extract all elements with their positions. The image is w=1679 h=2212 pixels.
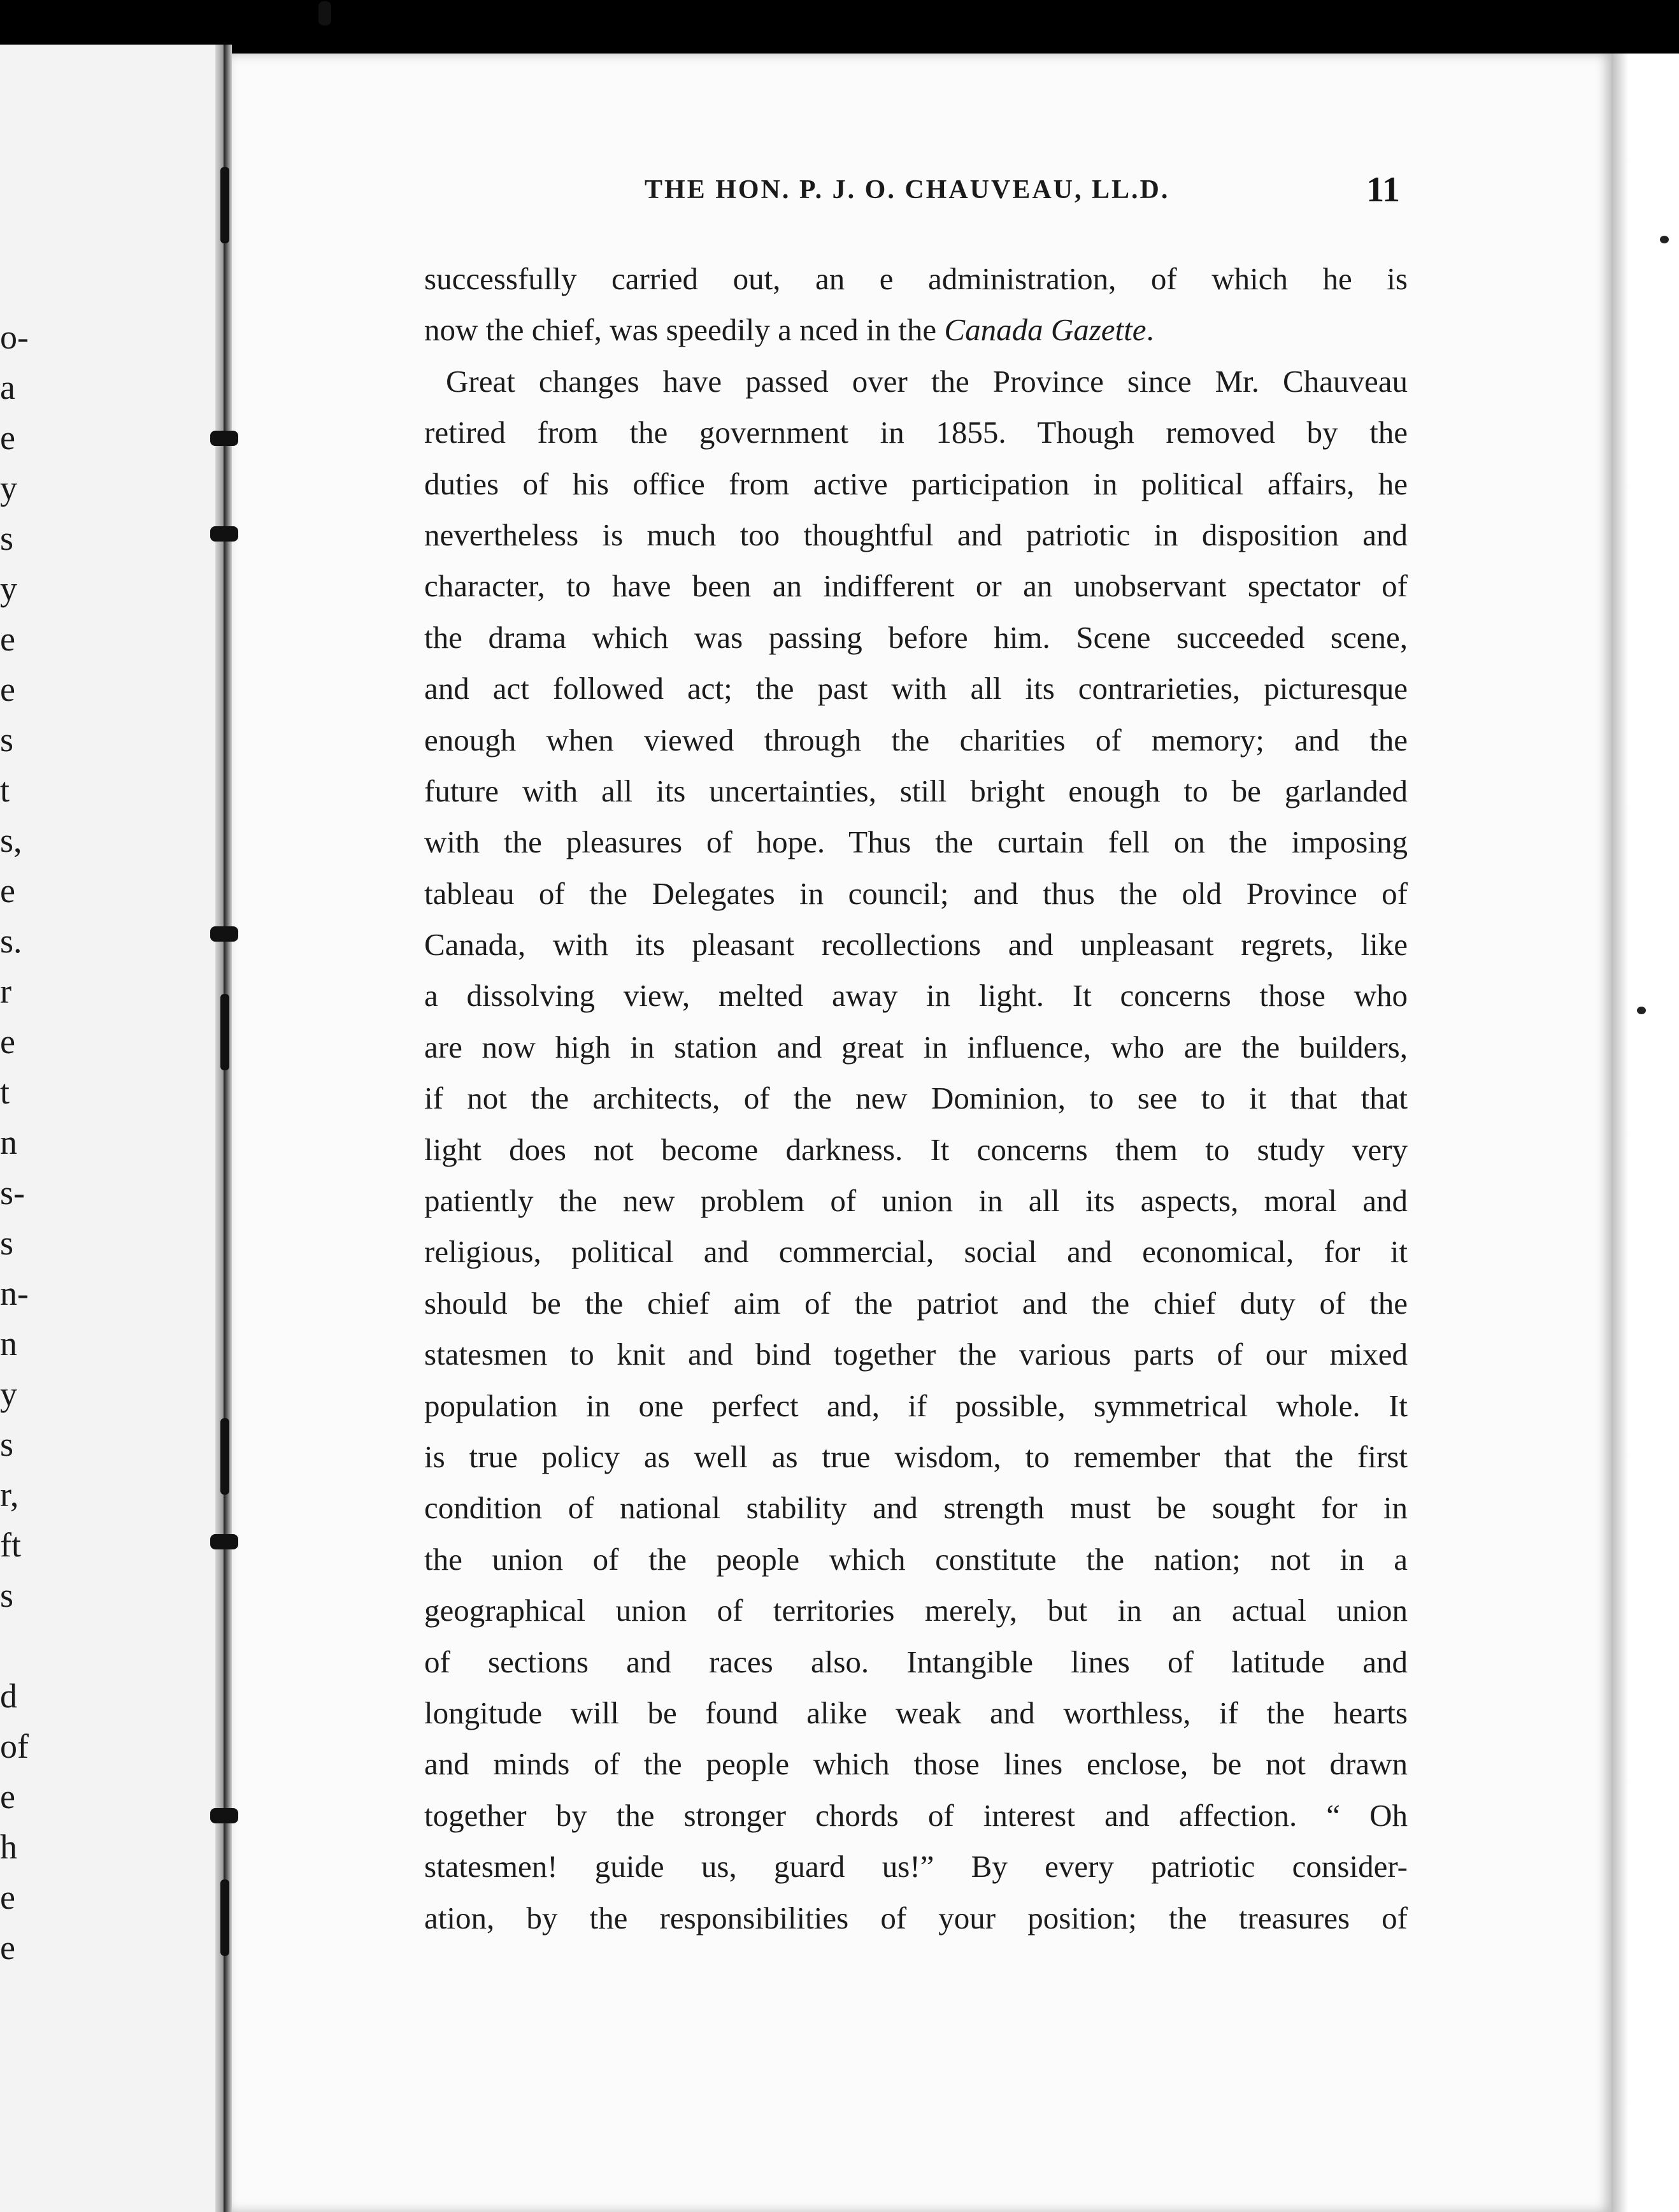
facing-line-ending: e [0,620,15,658]
text-run: Great changes have passed over the Province since Mr. Chauveau [446,363,1408,399]
binding-stitch [220,167,229,243]
text-line [424,1739,1408,1790]
facing-line-ending: e [0,1023,15,1061]
running-head [406,167,1400,213]
text-line [424,561,1408,612]
facing-line-ending: y [0,1375,17,1413]
text-line [424,407,1408,458]
facing-line-ending: s [0,1224,14,1262]
facing-line-ending: t [0,1073,10,1111]
facing-line-ending: e [0,872,15,910]
text-run: statesmen! guide us, guard us!” By every patriotic consider- [424,1849,1408,1885]
text-run: the union of the people which constitute the nation; not in a [424,1541,1408,1577]
text-run: and minds of the people which those lines enclose, be not drawn [424,1746,1408,1782]
facing-line-ending: of [0,1727,29,1765]
page-speck [1660,236,1669,243]
text-run: population in one perfect and, if possible, symmetrical whole. It [424,1388,1408,1423]
facing-line-ending: r, [0,1476,19,1514]
facing-line-ending: y [0,570,17,608]
facing-line-ending: ft [0,1526,21,1564]
facing-page-fragment [0,45,227,2212]
facing-line-ending: s- [0,1174,25,1212]
text-line [424,1073,1408,1124]
binding-mark [318,1,331,25]
text-line [424,510,1408,561]
text-run: together by the stronger chords of interest and affection. “ Oh [424,1797,1408,1833]
facing-line-ending: s [0,1425,14,1463]
text-run: the drama which was passing before him. Scene succeeded scene, [424,619,1408,655]
text-run: of sections and races also. Intangible lines of latitude and [424,1644,1408,1679]
text-run: if not the architects, of the new Dominion, to see to it that that [424,1081,1408,1116]
binding-stitch [210,526,238,542]
binding-stitch [220,1879,229,1956]
facing-line-ending: s [0,519,14,557]
text-line [424,817,1408,868]
text-run: enough when viewed through the charities of memory; and the [424,722,1408,758]
text-line [424,970,1408,1021]
facing-page-line-endings [0,312,29,1973]
binding-stitch [210,1808,238,1823]
text-line [424,459,1408,510]
facing-line-ending: e [0,1778,15,1816]
text-run: . [1146,312,1154,348]
binding-stitch [220,994,229,1070]
text-line [424,1841,1408,1892]
text-run: successfully carried out, an e administration, of which he is [424,261,1408,296]
facing-line-ending: s, [0,821,22,859]
text-line [424,766,1408,817]
facing-line-ending: e [0,670,15,708]
text-run: tableau of the Delegates in council; and thus the old Province of [424,875,1408,911]
facing-line-ending: a [0,368,15,406]
text-line [424,1637,1408,1688]
binding-stitch [220,1418,229,1495]
binding-stitch [210,431,238,446]
text-line [424,1329,1408,1380]
text-run: character, to have been an indifferent or an unobservant spectator of [424,568,1408,604]
text-run: a dissolving view, melted away in light. It concerns those who [424,978,1408,1014]
text-line [424,1688,1408,1739]
facing-line-ending: o- [0,318,29,356]
text-line [424,1226,1408,1277]
page-right-margin [1611,54,1679,2212]
text-run: future with all its uncertainties, still bright enough to be garlanded [424,773,1408,808]
text-run: statesmen to knit and bind together the various parts of our mixed [424,1337,1408,1372]
text-line [424,1432,1408,1483]
text-line [424,1790,1408,1841]
text-line [424,356,1408,407]
text-line [424,1893,1408,1944]
facing-line-ending: n [0,1123,17,1161]
facing-line-ending [0,1621,20,1671]
text-line [424,254,1408,305]
text-run: is true policy as well as true wisdom, to remember that the first [424,1439,1408,1474]
text-run: nevertheless is much too thoughtful and patriotic in disposition and [424,517,1408,552]
text-run: ation, by the responsibilities of your position; the treasures of [424,1900,1408,1936]
text-line [424,1483,1408,1533]
facing-line-ending: e [0,419,15,457]
text-line [424,715,1408,766]
running-title: THE HON. P. J. O. CHAUVEAU, LL.D. [645,175,1170,205]
facing-line-ending: t [0,771,10,809]
text-run: Canada, with its pleasant recollections and unpleasant regrets, like [424,927,1408,963]
text-run: should be the chief aim of the patriot and the chief duty of the [424,1285,1408,1321]
facing-line-ending: r [0,972,11,1010]
page-number: 11 [1366,170,1400,210]
text-run: are now high in station and great in influence, who are the builders, [424,1029,1408,1065]
text-line [424,663,1408,714]
text-run: now the chief, was speedily a nced in the [424,312,945,348]
facing-line-ending: s [0,721,14,759]
text-line [424,868,1408,919]
text-line [424,1022,1408,1073]
facing-line-ending: s. [0,922,22,960]
page-speck [1637,1007,1646,1014]
italic-title: Canada Gazette [944,312,1147,348]
text-run: condition of national stability and strength must be sought for in [424,1490,1408,1526]
facing-line-ending: e [0,1878,15,1916]
facing-line-ending: s [0,1576,14,1614]
facing-line-ending: e [0,1928,15,1967]
facing-line-ending: d [0,1677,17,1715]
text-line [424,1175,1408,1226]
text-line [424,919,1408,970]
text-run: geographical union of territories merely, but in an actual union [424,1593,1408,1628]
text-run: patiently the new problem of union in all its aspects, moral and [424,1183,1408,1219]
text-run: religious, political and commercial, social and economical, for it [424,1234,1408,1270]
text-line [424,1585,1408,1636]
binding-stitch [210,1534,238,1549]
text-line [424,1534,1408,1585]
text-line [424,612,1408,663]
facing-line-ending: n [0,1325,17,1363]
text-run: with the pleasures of hope. Thus the curtain fell on the imposing [424,824,1408,860]
facing-line-ending: h [0,1828,17,1866]
text-run: retired from the government in 1855. Though removed by the [424,415,1408,450]
binding-stitch [210,926,238,942]
text-line [424,1124,1408,1175]
text-run: and act followed act; the past with all its contrarieties, picturesque [424,671,1408,707]
text-run: duties of his office from active participation in political affairs, he [424,466,1408,501]
facing-line-ending: y [0,469,17,507]
text-line [424,1381,1408,1432]
body-text [424,254,1408,1944]
text-run: light does not become darkness. It concerns them to study very [424,1131,1408,1167]
text-run: longitude will be found alike weak and worthless, if the hearts [424,1695,1408,1730]
text-line [424,305,1408,356]
text-line [424,1278,1408,1329]
facing-line-ending: n- [0,1274,29,1312]
